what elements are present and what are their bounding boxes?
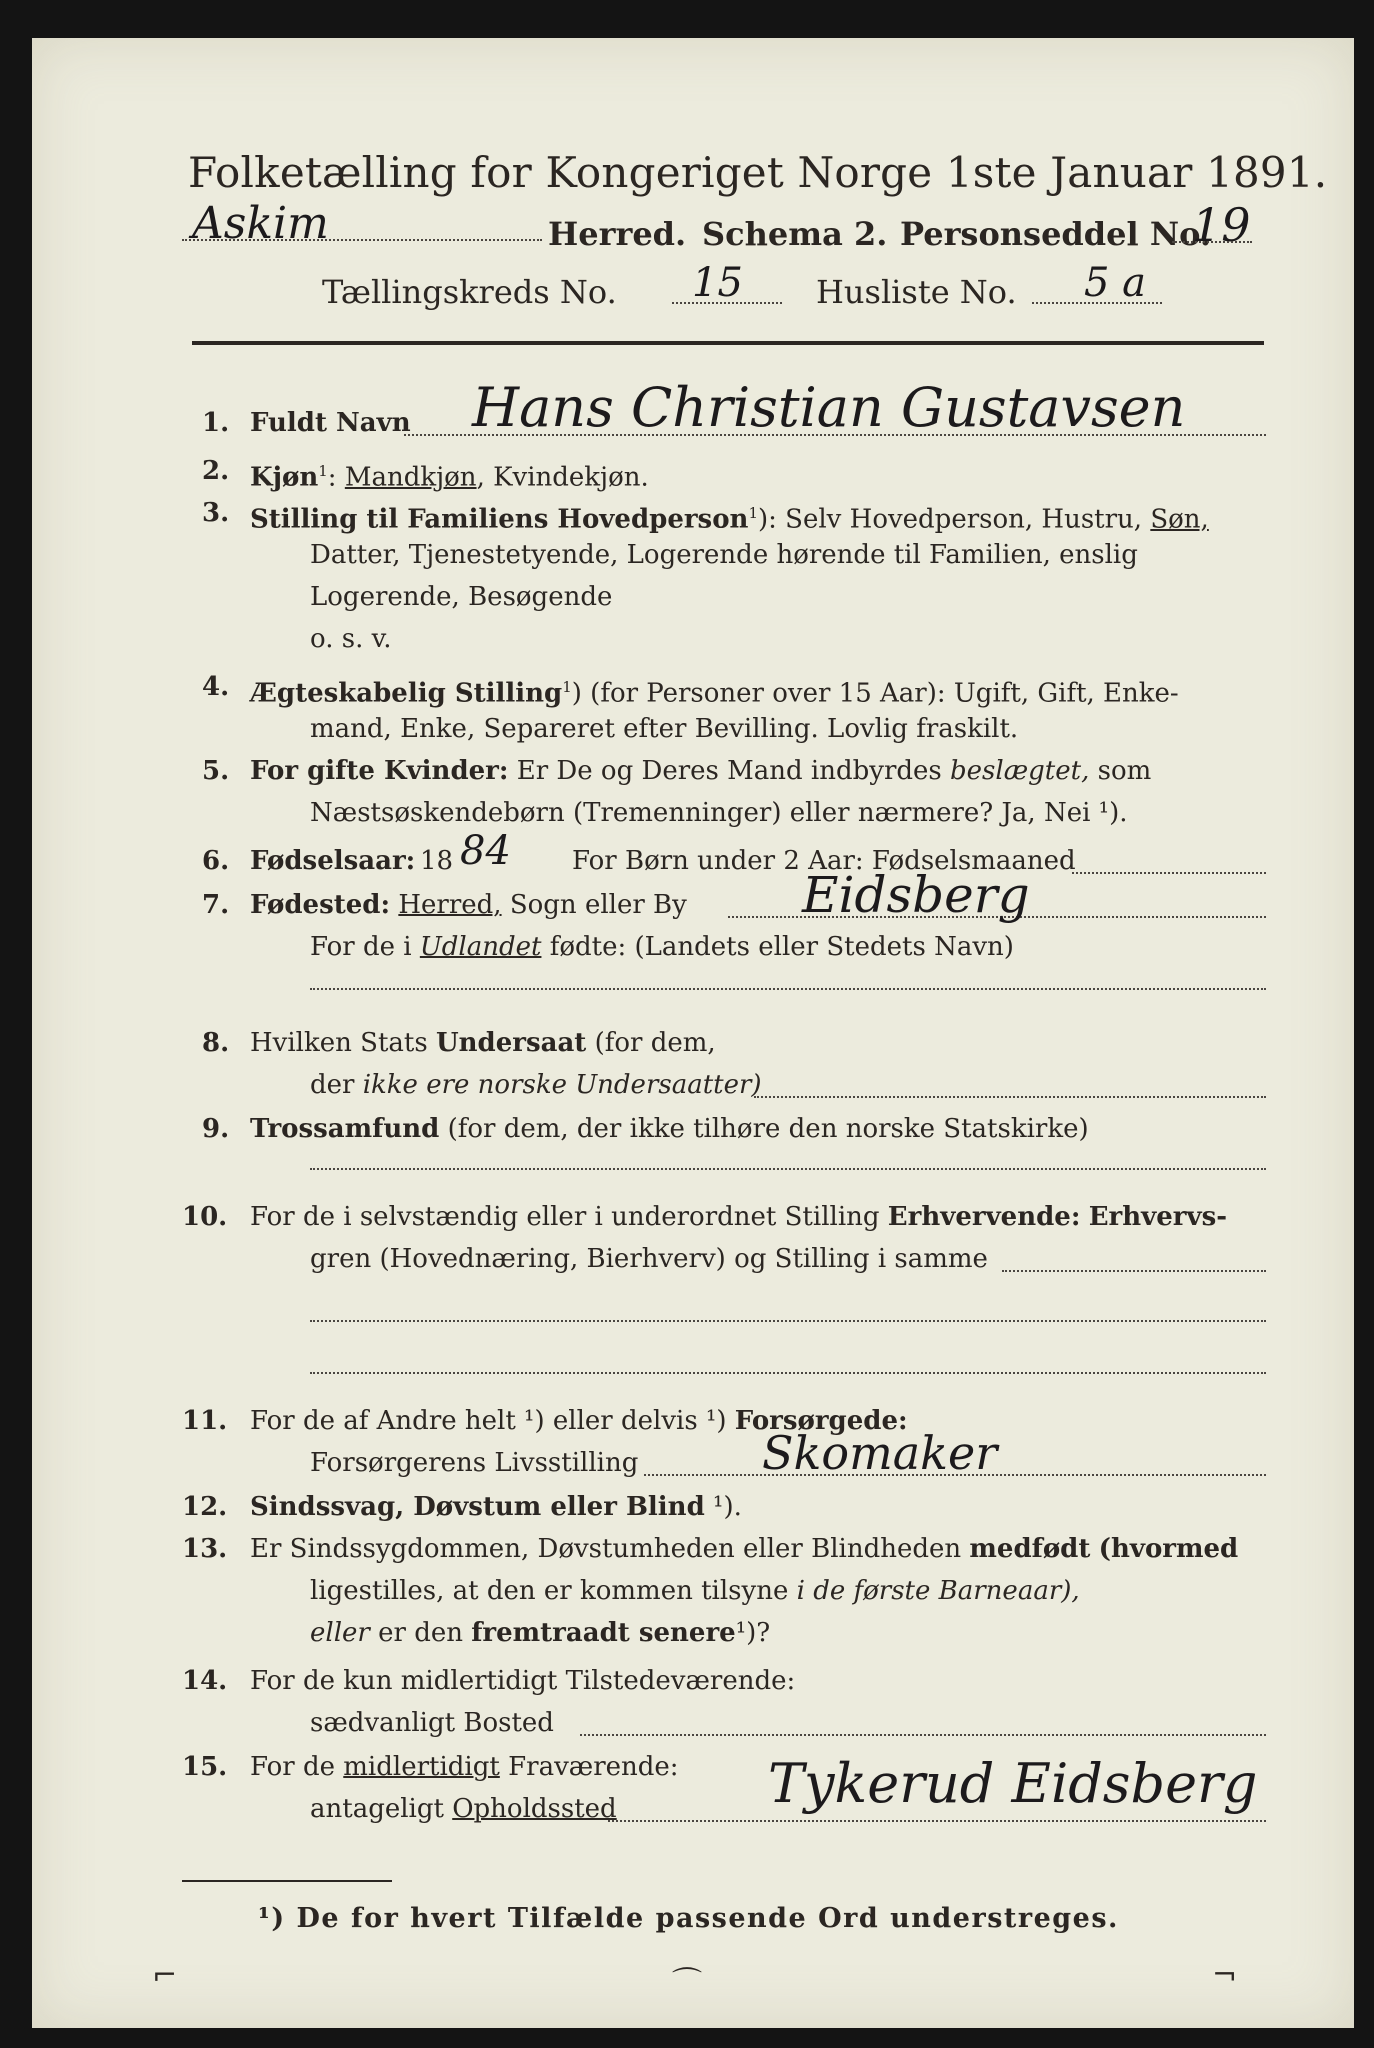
q4-number: 4.	[202, 672, 230, 702]
herred-label: Herred.	[548, 215, 687, 253]
husliste-label: Husliste No.	[816, 273, 1017, 311]
q6-text: For Børn under 2 Aar: Fødselsmaaned	[572, 846, 1076, 876]
q1-label: Fuldt Navn	[250, 408, 411, 438]
q14-line2: sædvanligt Bosted	[310, 1708, 554, 1738]
q14-number: 14.	[182, 1666, 228, 1696]
q4-line2: mand, Enke, Separeret efter Bevilling. Lovlig fraskilt.	[310, 714, 1019, 744]
personseddel-value: 19	[1192, 198, 1251, 252]
q9-line1: Trossamfund (for dem, der ikke tilhøre den norske Statskirke)	[250, 1114, 1089, 1144]
q15-line1: For de midlertidigt Fraværende:	[250, 1752, 679, 1782]
q8-line1: Hvilken Stats Undersaat (for dem,	[250, 1028, 716, 1058]
q8-number: 8.	[202, 1028, 230, 1058]
q10-line1: For de i selvstændig eller i underordnet Stilling Erhvervende: Erhvervs-	[250, 1202, 1228, 1232]
q8-line2: der ikke ere norske Undersaatter)	[310, 1070, 762, 1100]
q12-line1: Sindssvag, Døvstum eller Blind ¹).	[250, 1492, 742, 1522]
q1-answer: Hans Christian Gustavsen	[472, 376, 1186, 439]
q11-answer: Skomaker	[762, 1426, 998, 1480]
q3-line3: Logerende, Besøgende	[310, 582, 613, 612]
q13-line1: Er Sindssygdommen, Døvstumheden eller Blindheden medfødt (hvormed	[250, 1534, 1239, 1564]
q7-line1: Fødested: Herred, Sogn eller By	[250, 890, 687, 920]
q10-number: 10.	[182, 1202, 228, 1232]
q11-line2: Forsørgerens Livsstilling	[310, 1448, 639, 1478]
q5-number: 5.	[202, 756, 230, 786]
husliste-value: 5 a	[1084, 260, 1147, 306]
q2-line: Kjøn$^1$: Mandkjøn, Kvindekjøn.	[250, 462, 649, 493]
q2-number: 2.	[202, 456, 230, 486]
q6-number: 6.	[202, 846, 230, 876]
q13-number: 13.	[182, 1534, 228, 1564]
q6-answer: 84	[460, 828, 511, 874]
schema-label: Schema 2.	[702, 215, 888, 253]
q10-line2: gren (Hovednæring, Bierhverv) og Stilling i samme	[310, 1244, 988, 1274]
q7-number: 7.	[202, 890, 230, 920]
q1-number: 1.	[202, 408, 230, 438]
q7-answer: Eidsberg	[802, 866, 1030, 924]
q3-line1: Stilling til Familiens Hovedperson$^1$): Selv Hovedperson, Hustru, Søn,	[250, 504, 1209, 535]
q5-line1: For gifte Kvinder: Er De og Deres Mand indbyrdes beslægtet, som	[250, 756, 1152, 786]
personseddel-label: Personseddel No.	[900, 215, 1211, 253]
q9-number: 9.	[202, 1114, 230, 1144]
q3-number: 3.	[202, 498, 230, 528]
footnote: ¹) De for hvert Tilfælde passende Ord understreges.	[258, 1903, 1119, 1934]
q12-number: 12.	[182, 1492, 228, 1522]
q15-answer: Tykerud Eidsberg	[768, 1752, 1258, 1815]
q7-line2: For de i Udlandet fødte: (Landets eller Stedets Navn)	[310, 932, 1014, 962]
q11-line1: For de af Andre helt ¹) eller delvis ¹) Forsørgede:	[250, 1406, 908, 1436]
q3-line4: o. s. v.	[310, 624, 392, 654]
q6-prefix: 18	[420, 846, 454, 876]
q3-line2: Datter, Tjenestetyende, Logerende hørende til Familien, enslig	[310, 540, 1138, 570]
herred-value: Askim	[192, 198, 329, 249]
header-rule	[192, 341, 1264, 345]
q15-line2: antageligt Opholdssted	[310, 1794, 617, 1824]
q6-label: Fødselsaar:	[250, 846, 416, 876]
form-title: Folketælling for Kongeriget Norge 1ste Januar 1891.	[188, 148, 1328, 197]
q13-line3: eller er den fremtraadt senere¹)?	[310, 1618, 771, 1648]
footnote-rule	[182, 1880, 392, 1882]
kreds-value: 15	[692, 260, 743, 306]
q14-line1: For de kun midlertidigt Tilstedeværende:	[250, 1666, 796, 1696]
q4-line1: Ægteskabelig Stilling$^1$) (for Personer over 15 Aar): Ugift, Gift, Enke-	[250, 678, 1179, 709]
kreds-label: Tællingskreds No.	[322, 273, 617, 311]
census-form-page: Folketælling for Kongeriget Norge 1ste Januar 1891. Askim Herred. Schema 2. Personseddel No. 19 Tællingskreds No. 15 Husliste No. 5 a 1. Fuldt Navn Hans Christian Gustavsen 2. Kjøn$^1$: Mandkjøn, Kvindekjøn. 3. Stilling til Familiens Hovedperson$^1$): Selv Hovedperson, Hustru, Søn, Datter, Tjenestetyende, Logerende hørende til Familien, enslig Logerende, Besøgende o. s. v. 4. Ægteskabelig Stilling$^1$) (for Personer over 15 Aar): Ugift, Gift, Enke- mand, Enke, Separeret efter Bevilling. Lovlig fraskilt. 5. For gifte Kvinder: Er De og Deres Mand indbyrdes beslægtet, som Næstsøskendebørn (Tremenninger) eller nærmere? Ja, Nei ¹). 6. Fødselsaar: 18 84 For Børn under 2 Aar: Fødselsmaaned 7. Fødested: Herred, Sogn eller By Eidsberg For de i Udlandet fødte: (Landets eller Stedets Navn) 8. Hvilken Stats Undersaat (for dem, der ikke ere norske Undersaatter) 9. Trossamfund (for dem, der ikke tilhøre den norske Statskirke) 10. For de i selvstændig eller i underordnet Stilling Erhvervende: Erhvervs- gren (Hovednæring, Bierhverv) og Stilling i samme 11. For de af Andre helt ¹) eller delvis ¹) Forsørgede: Forsørgerens Livsstilling Skomaker 12. Sindssvag, Døvstum eller Blind ¹). 13. Er Sindssygdommen, Døvstumheden eller Blindheden medfødt (hvormed ligestilles, at den er kommen tilsyne i de første Barneaar), eller er den fremtraadt senere¹)? 14. For de kun midlertidigt Tilstedeværende: sædvanligt Bosted 15. For de midlertidigt Fraværende: antageligt Opholdssted Tykerud Eidsberg ¹) De for hvert Tilfælde passende Ord understreges. ⌐ ⌒ ¬	[32, 38, 1354, 2028]
q11-number: 11.	[182, 1406, 228, 1436]
q5-line2: Næstsøskendebørn (Tremenninger) eller nærmere? Ja, Nei ¹).	[310, 798, 1128, 828]
q15-number: 15.	[182, 1752, 228, 1782]
q2-option-mandkjon: Mandkjøn	[344, 462, 477, 493]
q13-line2: ligestilles, at den er kommen tilsyne i de første Barneaar),	[310, 1576, 1080, 1606]
